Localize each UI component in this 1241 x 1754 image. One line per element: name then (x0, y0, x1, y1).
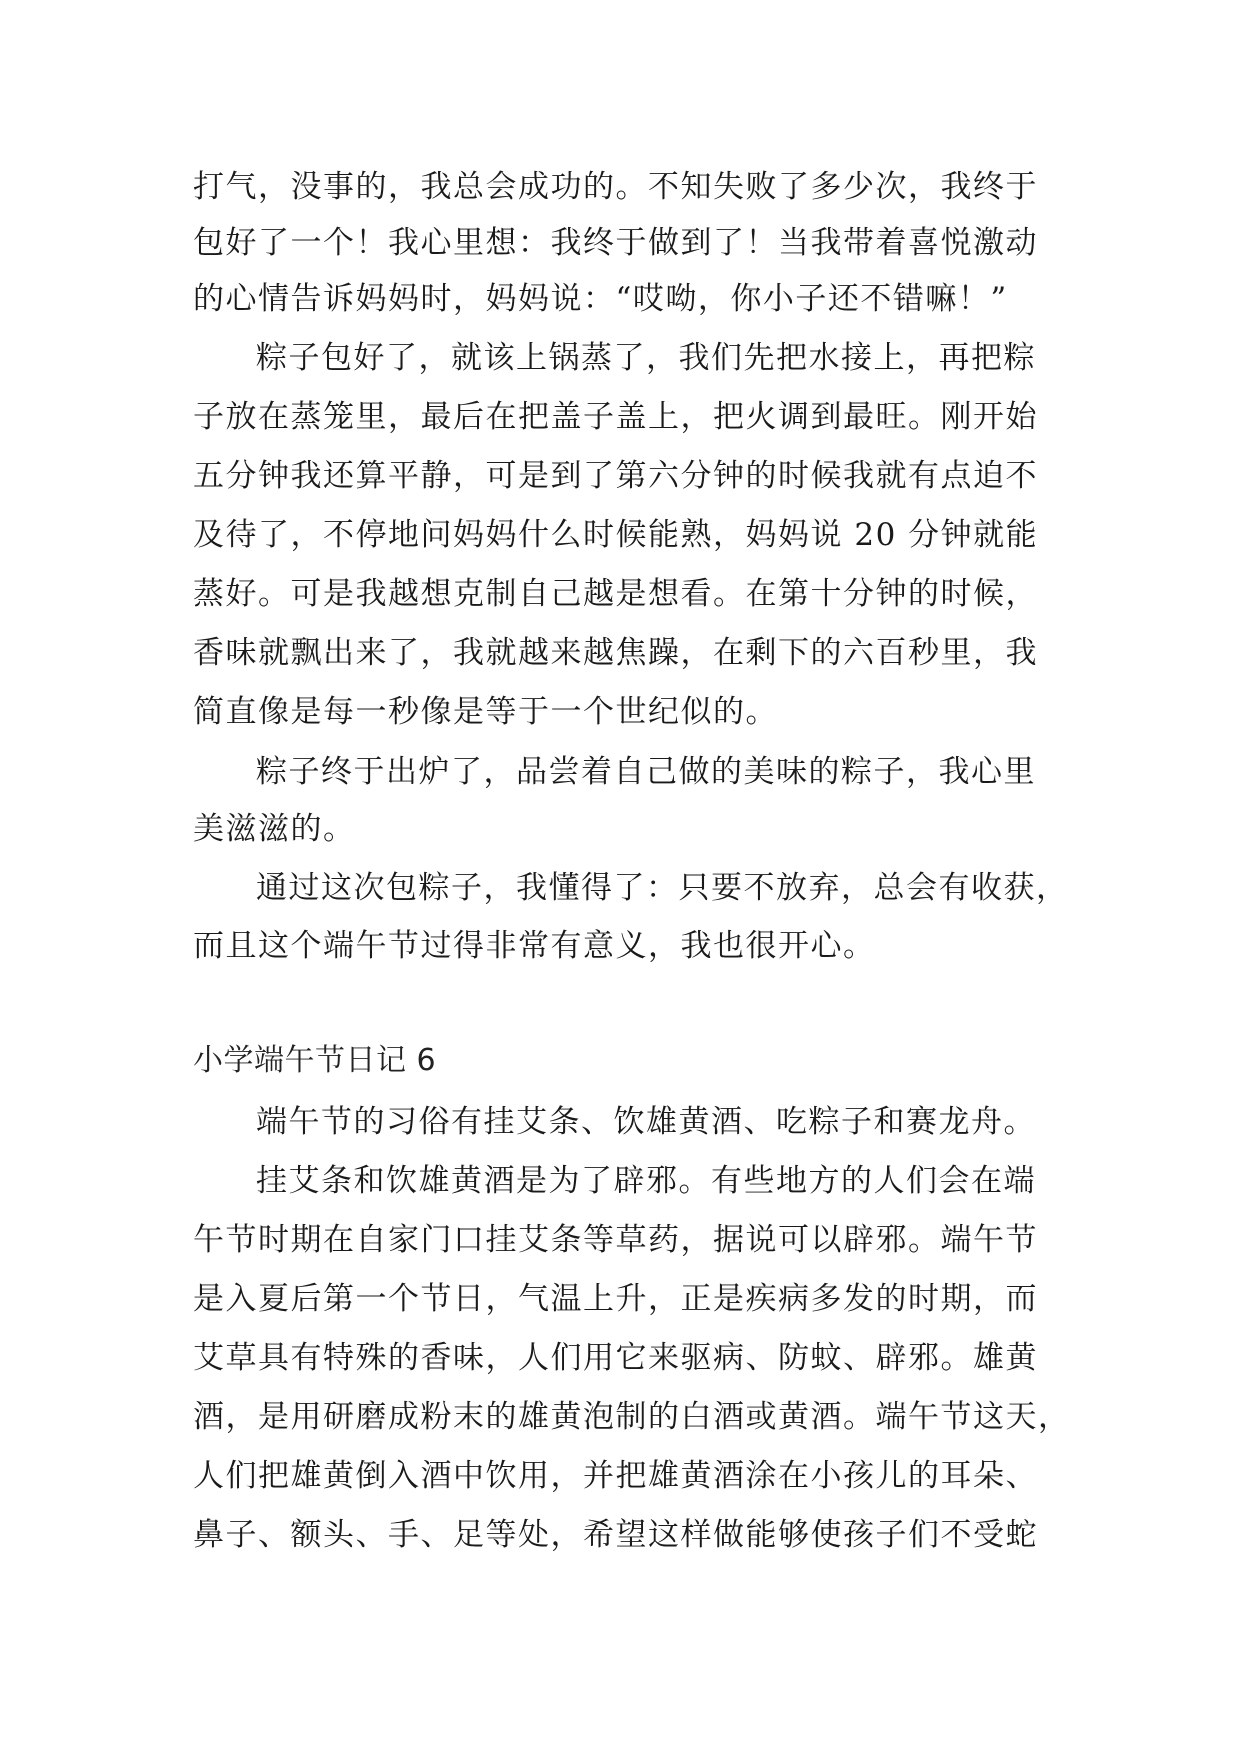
paragraph-line: 挂艾条和饮雄黄酒是为了辟邪。有些地方的人们会在端 (256, 1163, 1036, 1199)
paragraph-line: 艾草具有特殊的香味，人们用它来驱病、防蚊、辟邪。雄黄 (193, 1340, 1038, 1376)
paragraph-line: 人们把雄黄倒入酒中饮用，并把雄黄酒涂在小孩儿的耳朵、 (193, 1458, 1038, 1494)
paragraph-line: 而且这个端午节过得非常有意义，我也很开心。 (193, 928, 876, 964)
paragraph-line: 端午节的习俗有挂艾条、饮雄黄酒、吃粽子和赛龙舟。 (256, 1104, 1036, 1140)
paragraph-line: 鼻子、额头、手、足等处，希望这样做能够使孩子们不受蛇 (193, 1517, 1038, 1553)
paragraph-line: 五分钟我还算平静，可是到了第六分钟的时候我就有点迫不 (193, 458, 1038, 494)
paragraph-line: 午节时期在自家门口挂艾条等草药，据说可以辟邪。端午节 (193, 1222, 1038, 1258)
paragraph-line: 子放在蒸笼里，最后在把盖子盖上，把火调到最旺。刚开始 (193, 399, 1038, 435)
paragraph-line: 美滋滋的。 (193, 811, 356, 847)
paragraph-line: 粽子包好了，就该上锅蒸了，我们先把水接上，再把粽 (256, 340, 1036, 376)
paragraph-line: 及待了，不停地问妈妈什么时候能熟，妈妈说 20 分钟就能 (193, 517, 1039, 553)
section-title: 小学端午节日记 6 (193, 1043, 437, 1078)
paragraph-line: 香味就飘出来了，我就越来越焦躁，在剩下的六百秒里，我 (193, 635, 1038, 671)
paragraph-line: 简直像是每一秒像是等于一个世纪似的。 (193, 694, 778, 730)
paragraph-line: 打气，没事的，我总会成功的。不知失败了多少次，我终于 (193, 169, 1038, 205)
paragraph-line: 蒸好。可是我越想克制自己越是想看。在第十分钟的时候， (193, 576, 1038, 612)
paragraph-line: 酒，是用研磨成粉末的雄黄泡制的白酒或黄酒。端午节这天， (193, 1399, 1071, 1435)
paragraph-line: 的心情告诉妈妈时，妈妈说：“哎呦，你小子还不错嘛！” (193, 281, 1008, 317)
paragraph-line: 包好了一个！我心里想：我终于做到了！当我带着喜悦激动 (193, 225, 1038, 261)
paragraph-line: 是入夏后第一个节日，气温上升，正是疾病多发的时期，而 (193, 1281, 1038, 1317)
paragraph-line: 粽子终于出炉了，品尝着自己做的美味的粽子，我心里 (256, 754, 1036, 790)
paragraph-line: 通过这次包粽子，我懂得了：只要不放弃，总会有收获， (256, 870, 1069, 906)
